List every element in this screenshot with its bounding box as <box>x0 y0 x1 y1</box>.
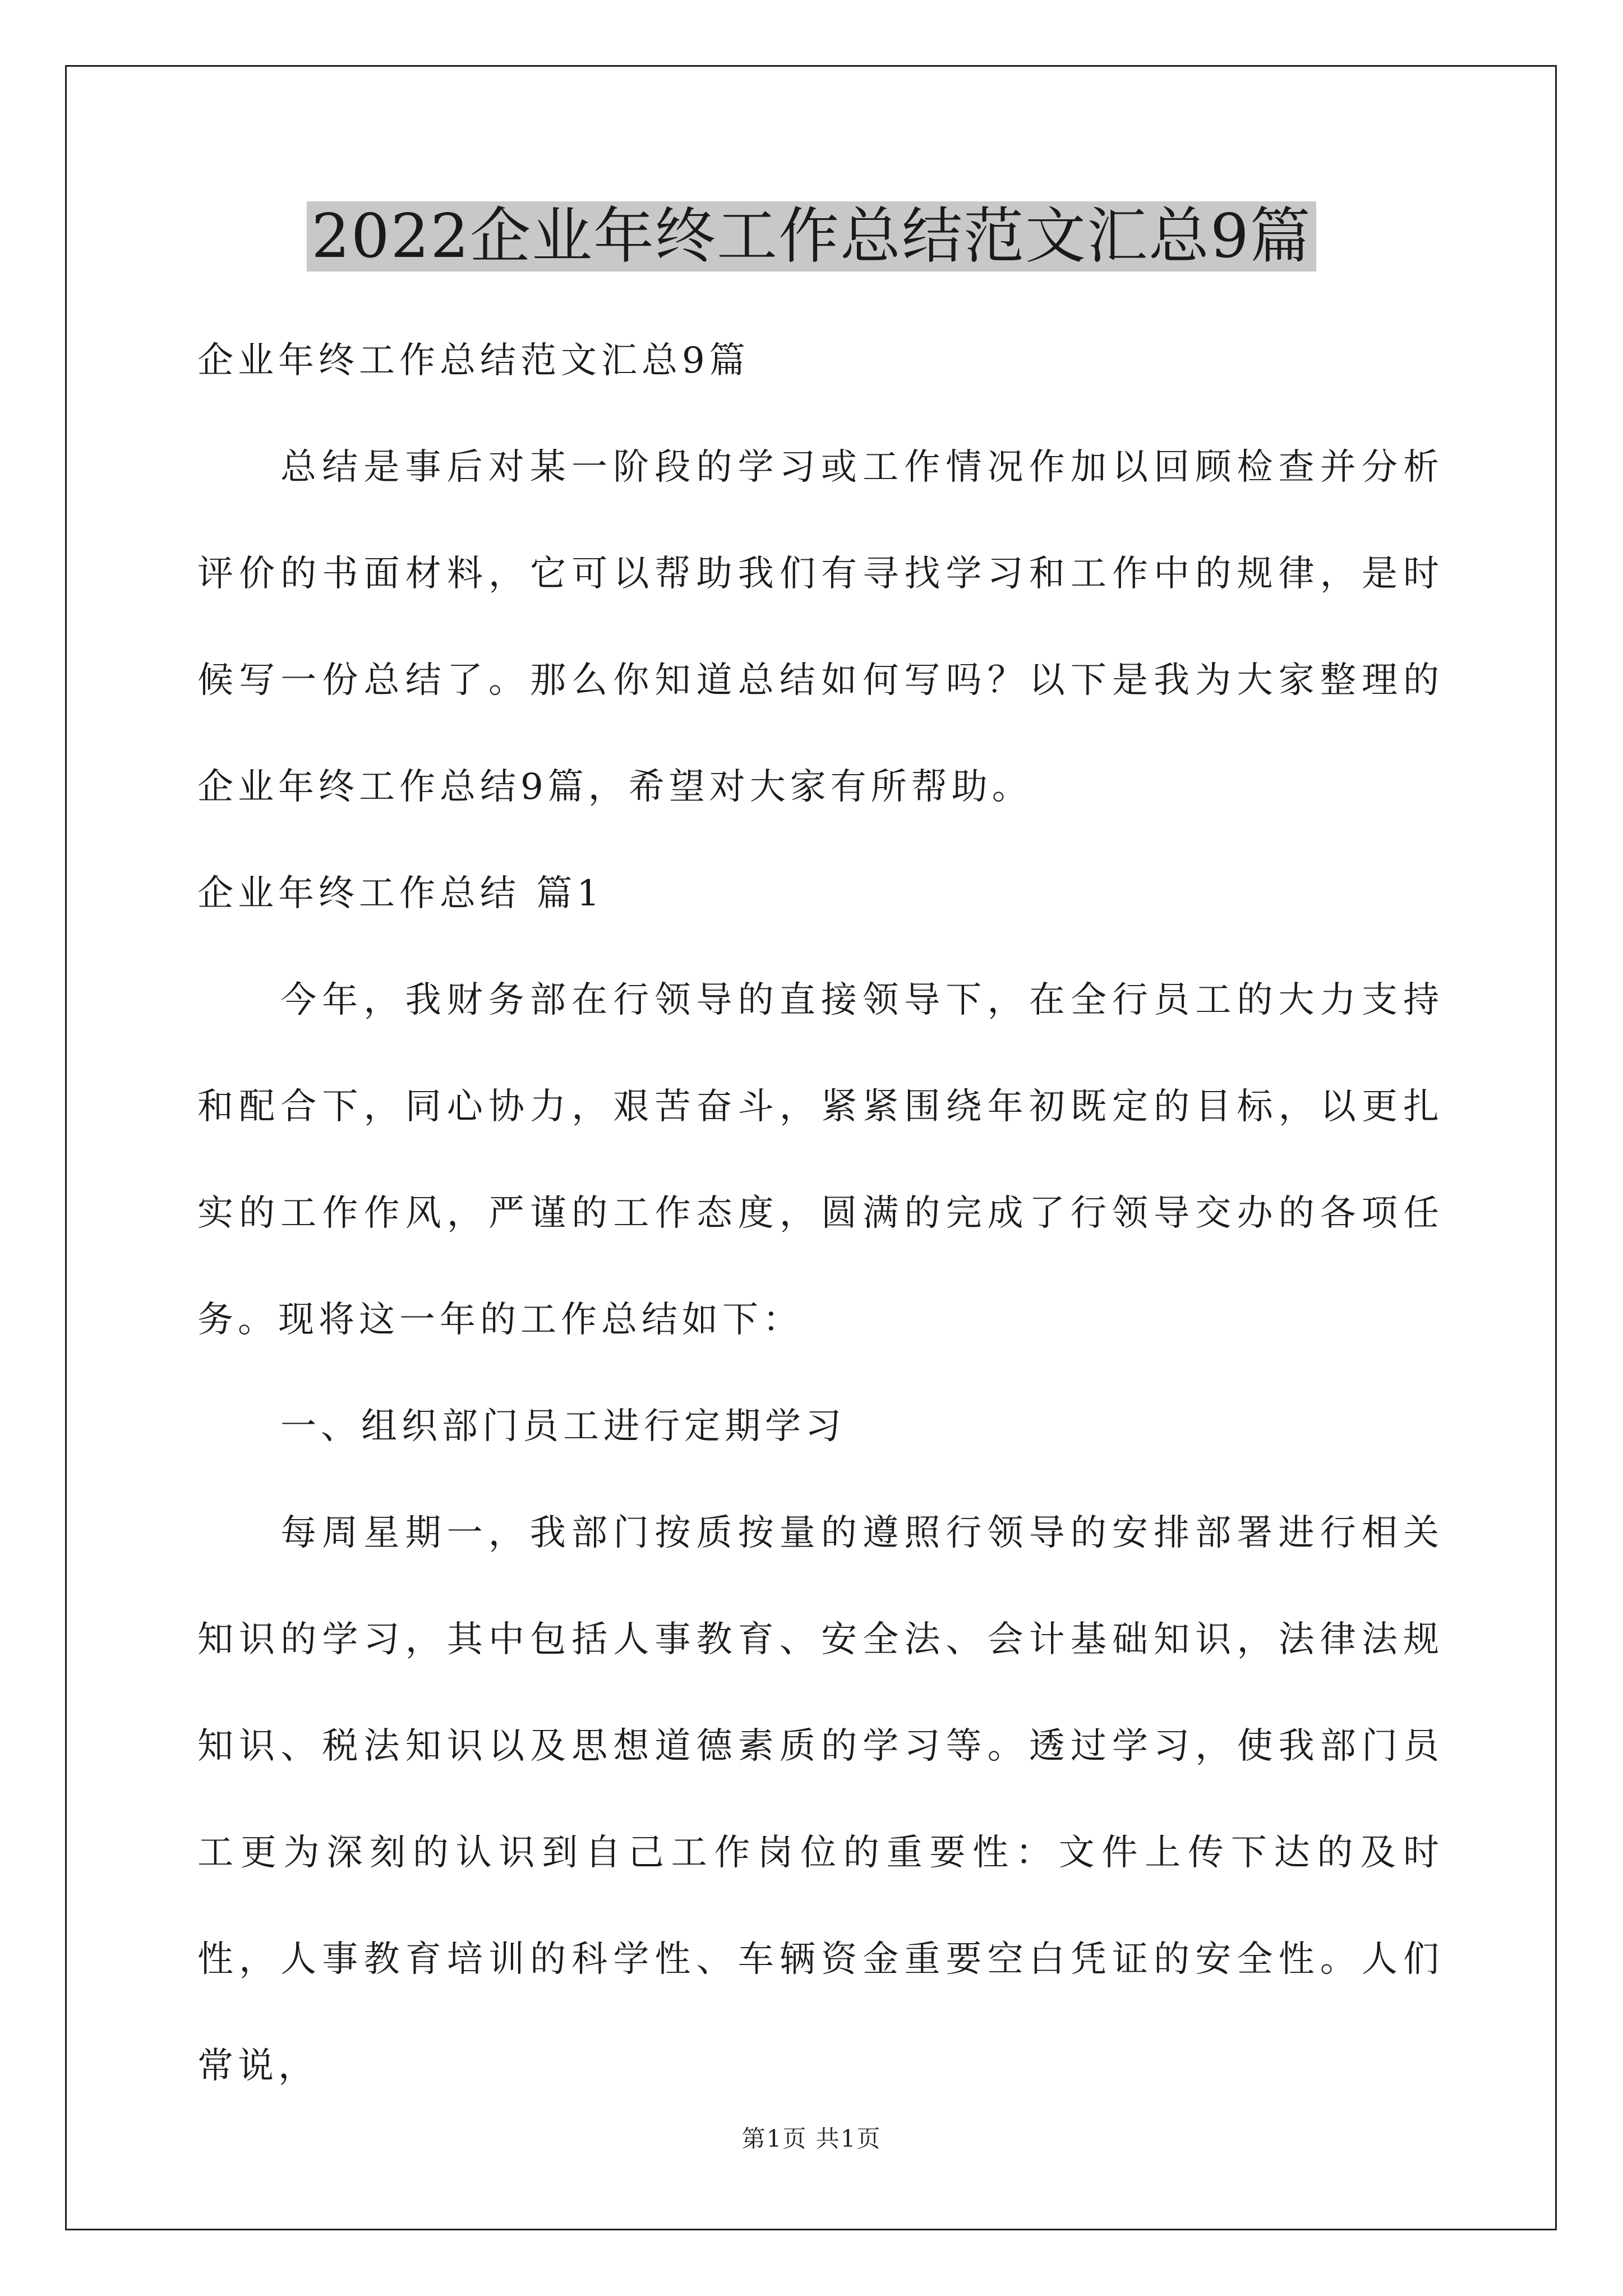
intro-paragraph: 总结是事后对某一阶段的学习或工作情况作加以回顾检查并分析评价的书面材料，它可以帮助我们有寻找学习和工作中的规律，是时候写一份总结了。那么你知道总结如何写吗？以下是我为大家整理的企业年终工作总结9篇，希望对大家有所帮助。 <box>197 447 1444 808</box>
section-heading: 企业年终工作总结 篇1 <box>197 873 605 914</box>
page-footer: 第1页 共1页 <box>741 2125 882 2152</box>
document-title <box>0 197 1623 276</box>
body-paragraph: 今年，我财务部在行领导的直接领导下，在全行员工的大力支持和配合下，同心协力，艰苦奋斗，紧紧围绕年初既定的目标，以更扎实的工作作风，严谨的工作态度，圆满的完成了行领导交办的各项任务。现将这一年的工作总结如下： <box>197 979 1444 1341</box>
body-paragraph: 每周星期一，我部门按质按量的遵照行领导的安排部署进行相关知识的学习，其中包括人事教育、安全法、会计基础知识，法律法规知识、税法知识以及思想道德素质的学习等。透过学习，使我部门员工更为深刻的认识到自己工作岗位的重要性：文件上传下达的及时性，人事教育培训的科学性、车辆资金重要空白凭证的安全性。人们常说， <box>197 1512 1444 2087</box>
subsection-heading: 一、组织部门员工进行定期学习 <box>280 1406 846 1447</box>
document-body <box>197 307 1444 2119</box>
subtitle-line: 企业年终工作总结范文汇总9篇 <box>197 340 750 381</box>
document-title-text: 2022企业年终工作总结范文汇总9篇 <box>307 201 1316 272</box>
